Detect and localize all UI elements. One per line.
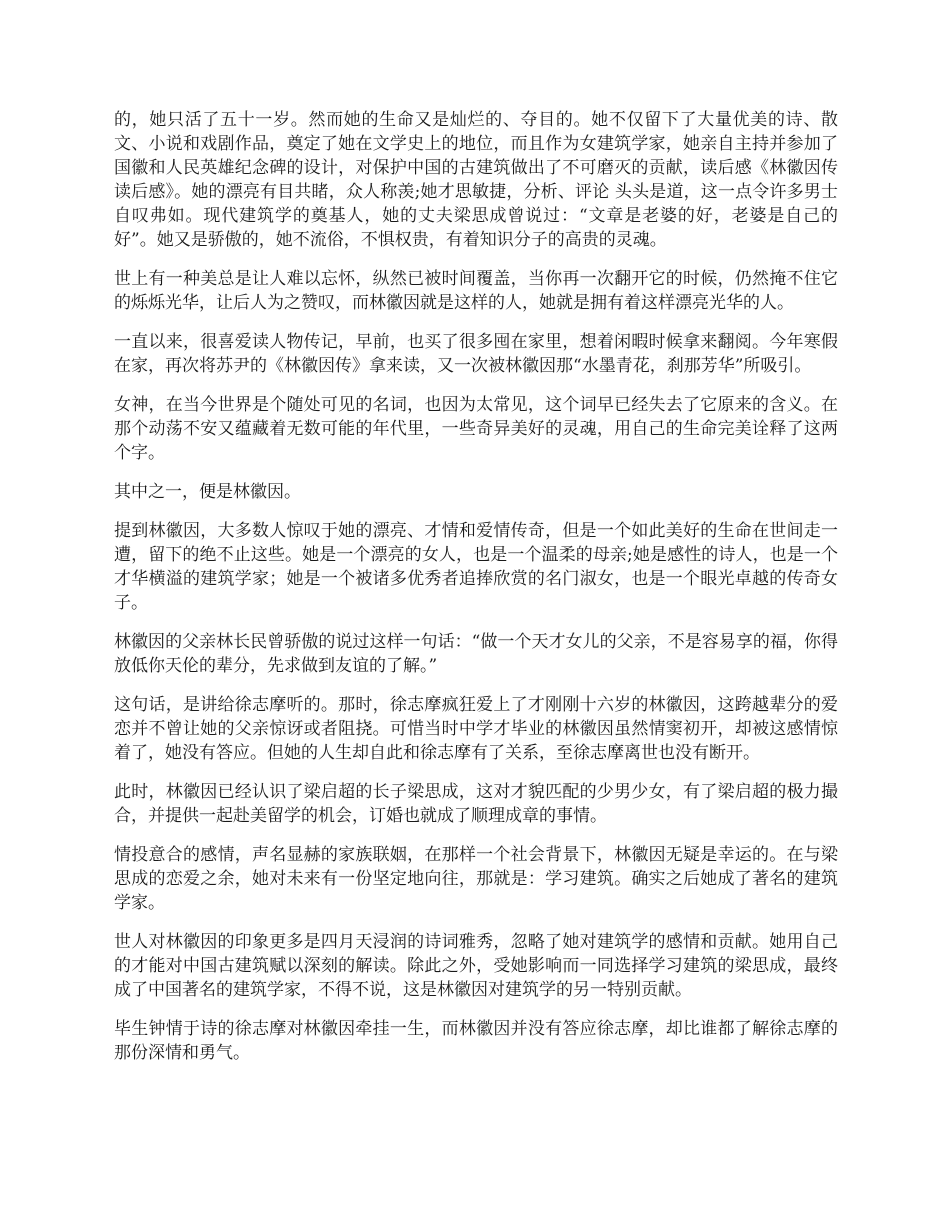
paragraph-2: 世上有一种美总是让人难以忘怀，纵然已被时间覆盖，当你再一次翻开它的时候，仍然掩不住它的烁烁光华，让后人为之赞叹，而林徽因就是这样的人，她就是拥有着这样漂亮光华的人。 — [114, 269, 838, 313]
paragraph-11: 世人对林徽因的印象更多是四月天浸润的诗词雅秀，忽略了她对建筑学的感情和贡献。她用自己的才能对中国古建筑赋以深刻的解读。除此之外，受她影响而一同选择学习建筑的梁思成，最终成了中国著名的建筑学家，不得不说，这是林徽因对建筑学的另一特别贡献。 — [114, 932, 838, 1000]
paragraph-10: 情投意合的感情，声名显赫的家族联姻，在那样一个社会背景下，林徽因无疑是幸运的。在与梁思成的恋爱之余，她对未来有一份坚定地向往，那就是：学习建筑。确实之后她成了著名的建筑学家。 — [114, 845, 838, 913]
paragraph-4: 女神，在当今世界是个随处可见的名词，也因为太常见，这个词早已经失去了它原来的含义。在那个动荡不安又蕴藏着无数可能的年代里，一些奇异美好的灵魂，用自己的生命完美诠释了这两个字。 — [114, 395, 838, 463]
paragraph-9: 此时，林徽因已经认识了梁启超的长子梁思成，这对才貌匹配的少男少女，有了梁启超的极力撮合，并提供一起赴美留学的机会，订婚也就成了顺理成章的事情。 — [114, 782, 838, 826]
paragraph-1: 的，她只活了五十一岁。然而她的生命又是灿烂的、夺目的。她不仅留下了大量优美的诗、散文、小说和戏剧作品，奠定了她在文学史上的地位，而且作为女建筑学家，她亲自主持并参加了国徽和人民英雄纪念碑的设计，对保护中国的古建筑做出了不可磨灭的贡献，读后感《林徽因传读后感》。她的漂亮有目共睹，众人称羡;她才思敏捷，分析、评论 头头是道，这一点令许多男士自叹弗如。现代建筑学的奠基人，她的丈夫梁思成曾说过：“文章是老婆的好，老婆是自己的好”。她又是骄傲的，她不流俗，不惧权贵，有着知识分子的高贵的灵魂。 — [114, 110, 838, 250]
paragraph-12: 毕生钟情于诗的徐志摩对林徽因牵挂一生，而林徽因并没有答应徐志摩，却比谁都了解徐志摩的那份深情和勇气。 — [114, 1019, 838, 1063]
paragraph-5: 其中之一，便是林徽因。 — [114, 482, 301, 502]
paragraph-3: 一直以来，很喜爱读人物传记，早前，也买了很多囤在家里，想着闲暇时候拿来翻阅。今年寒假在家，再次将苏尹的《林徽因传》拿来读，又一次被林徽因那“水墨青花，刹那芳华”所吸引。 — [114, 332, 838, 376]
paragraph-7: 林徽因的父亲林长民曾骄傲的说过这样一句话：“做一个天才女儿的父亲，不是容易享的福，你得放低你天伦的辈分，先求做到友谊的了解。” — [114, 632, 838, 676]
paragraph-8: 这句话，是讲给徐志摩听的。那时，徐志摩疯狂爱上了才刚刚十六岁的林徽因，这跨越辈分的爱恋并不曾让她的父亲惊讶或者阻挠。可惜当时中学才毕业的林徽因虽然情窦初开，却被这感情惊着了，她没有答应。但她的人生却自此和徐志摩有了关系，至徐志摩离世也没有断开。 — [114, 695, 838, 763]
paragraph-6: 提到林徽因，大多数人惊叹于她的漂亮、才情和爱情传奇，但是一个如此美好的生命在世间走一遭，留下的绝不止这些。她是一个漂亮的女人，也是一个温柔的母亲;她是感性的诗人，也是一个才华横溢的建筑学家；她是一个被诸多优秀者追捧欣赏的名门淑女，也是一个眼光卓越的传奇女子。 — [114, 521, 838, 613]
